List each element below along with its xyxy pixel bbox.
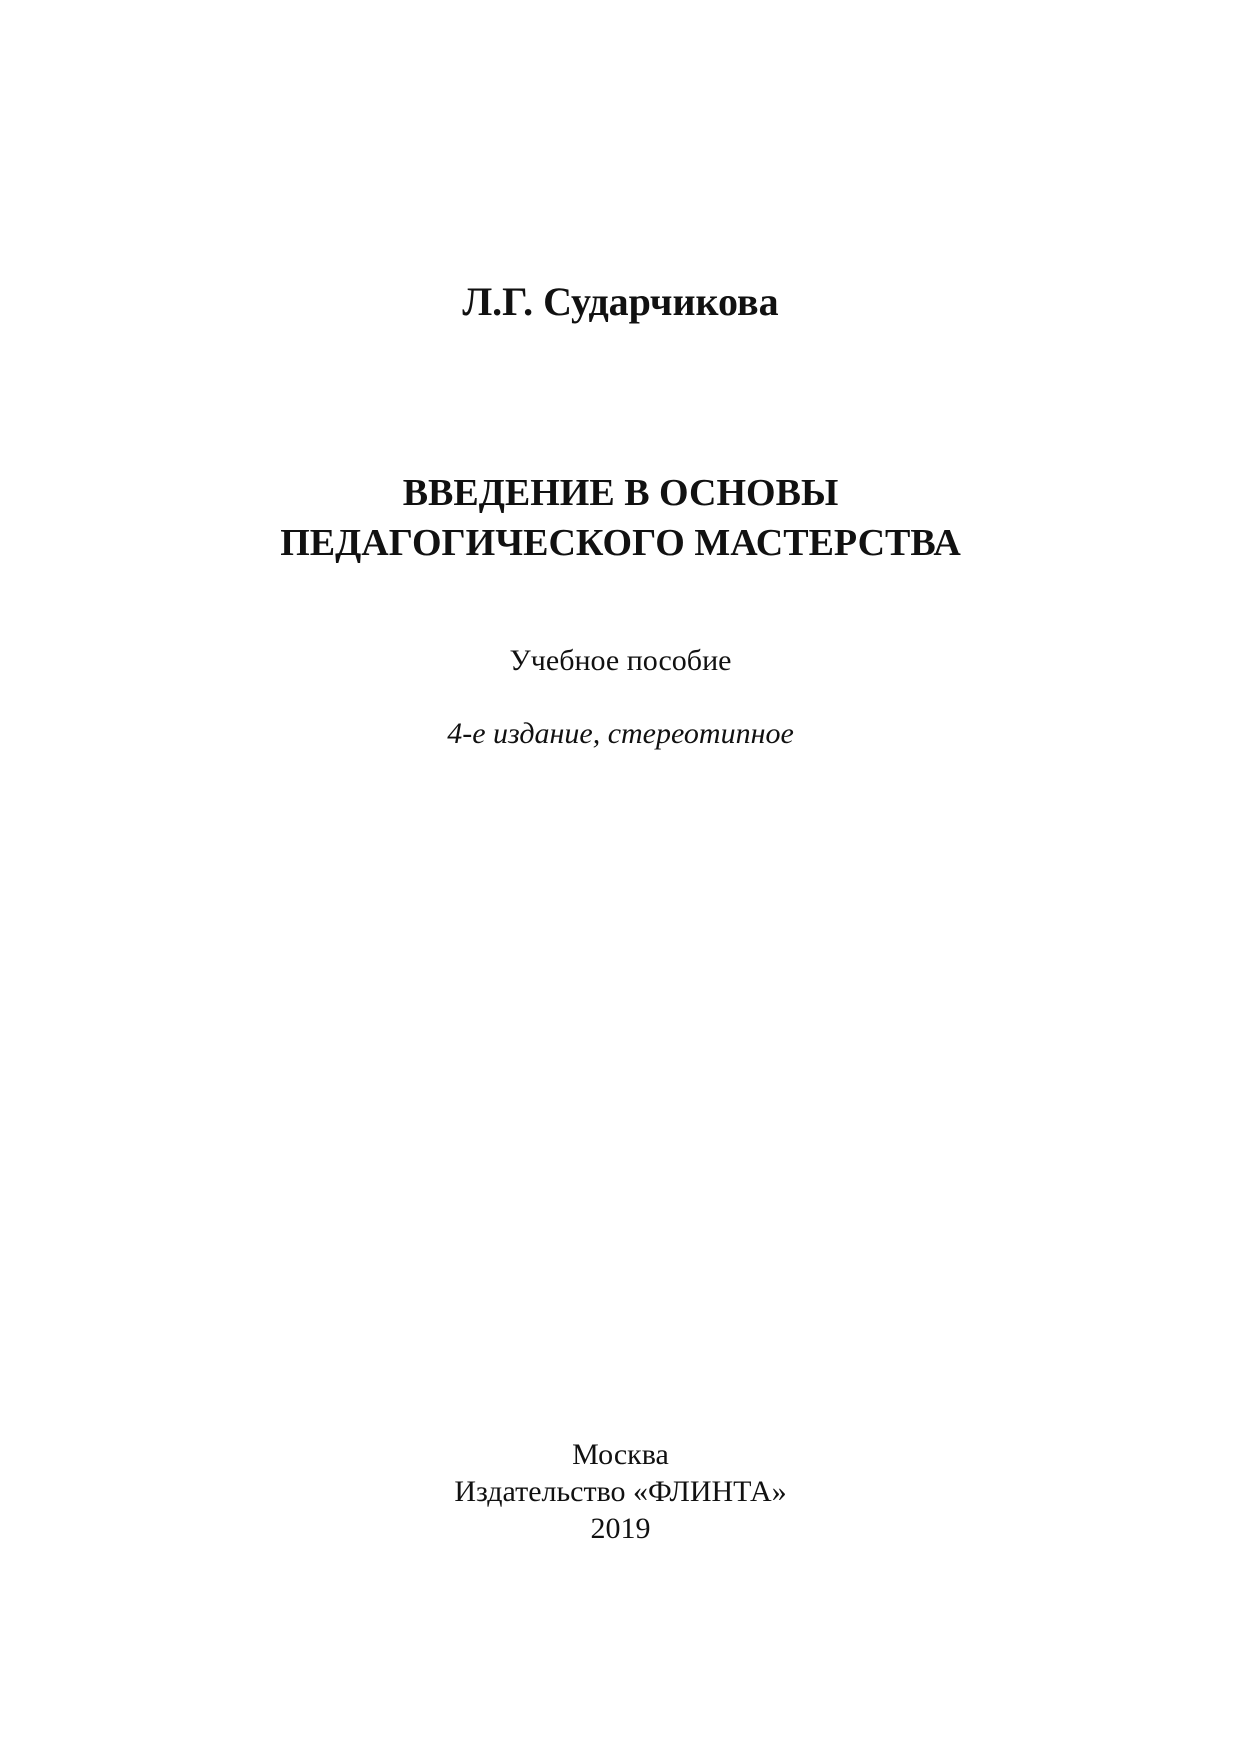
author-name: Л.Г. Сударчикова <box>462 279 779 324</box>
book-title <box>0 468 1241 568</box>
edition-note: 4-е издание, стереотипное <box>447 717 794 750</box>
imprint-year: 2019 <box>590 1512 651 1545</box>
book-title-line-1: ВВЕДЕНИЕ В ОСНОВЫ <box>402 472 839 514</box>
imprint-city: Москва <box>572 1438 669 1471</box>
imprint-publisher: Издательство «ФЛИНТА» <box>454 1475 787 1508</box>
book-type: Учебное пособие <box>509 644 732 677</box>
imprint <box>0 1436 1241 1547</box>
book-title-line-2: ПЕДАГОГИЧЕСКОГО МАСТЕРСТВА <box>280 522 961 564</box>
